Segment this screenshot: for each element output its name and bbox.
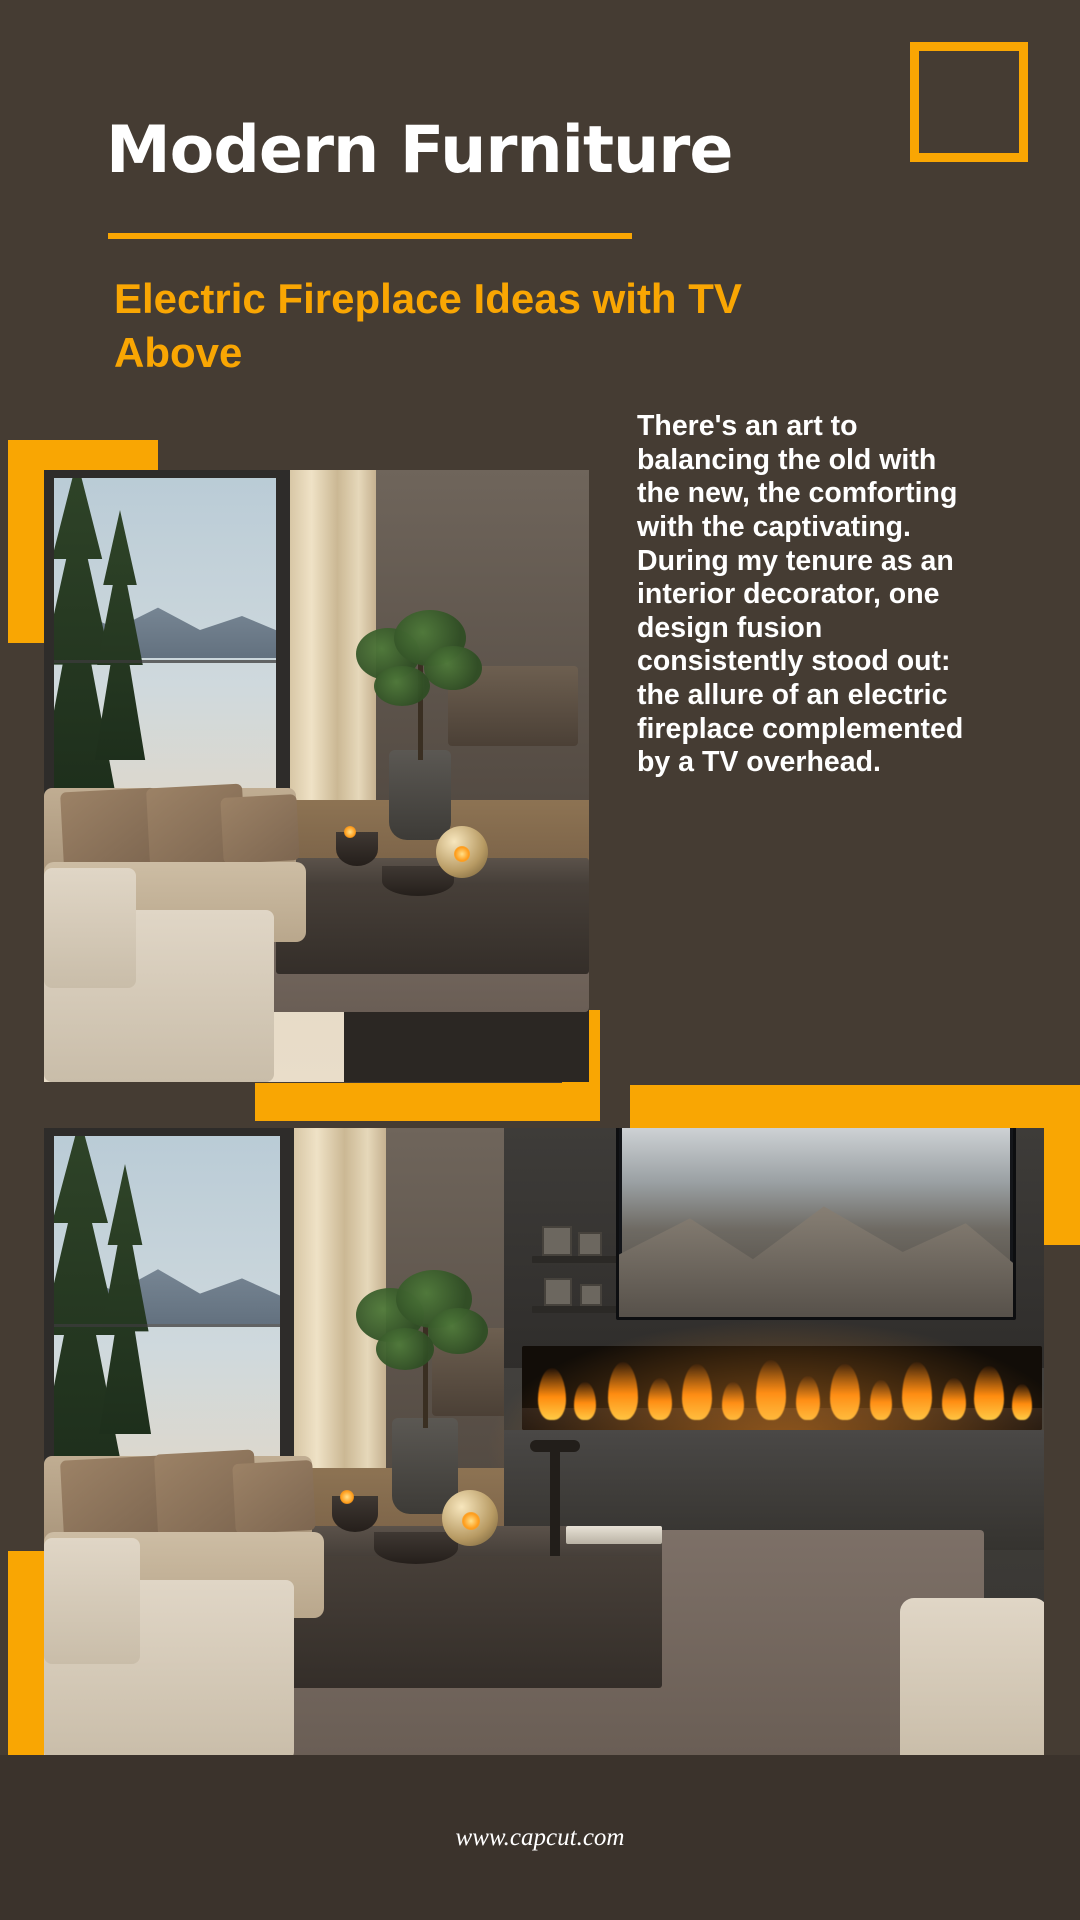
- decorative-corner-square: [910, 42, 1028, 162]
- page-title: Modern Furniture: [106, 113, 733, 188]
- footer-url[interactable]: www.capcut.com: [455, 1824, 625, 1851]
- body-paragraph: There's an art to balancing the old with the new, the comforting with the captivating. During my tenure as an interior decorator, one design fusion consistently stood out: the allure of an electric fireplace complemented by a TV overhead.: [637, 410, 964, 779]
- page-subtitle: Electric Fireplace Ideas with TV Above: [114, 275, 742, 376]
- living-room-fireplace-tv: [44, 1128, 1044, 1756]
- accent-bar-middle-horizontal: [255, 1083, 600, 1121]
- title-underline: [108, 233, 632, 239]
- living-room-lounge-view: [44, 470, 589, 1082]
